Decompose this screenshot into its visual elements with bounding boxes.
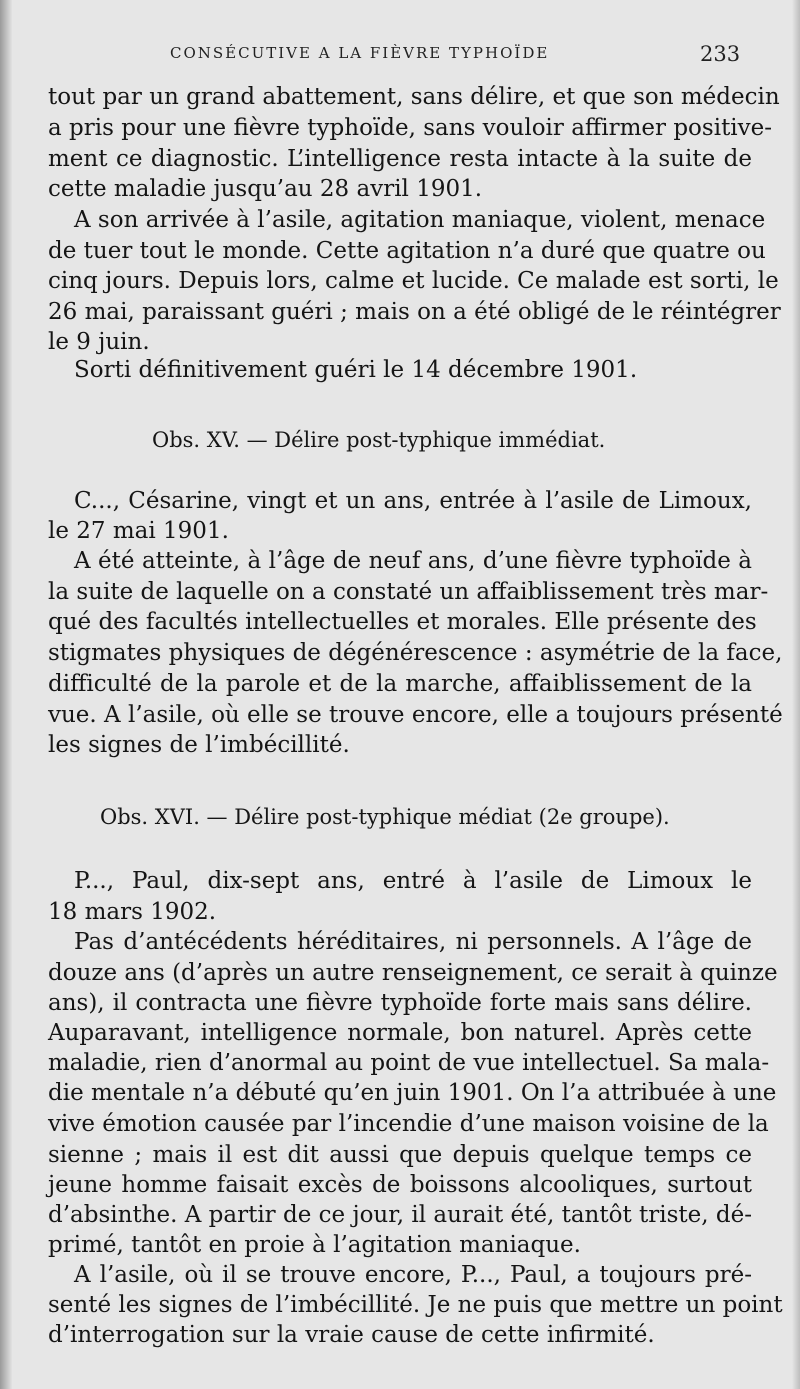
text-line: vue. A l’asile, où elle se trouve encore, elle a toujours présenté (48, 702, 783, 728)
text-line: a pris pour une fièvre typhoïde, sans vouloir affirmer positive- (48, 115, 773, 141)
text-line: Pas d’antécédents héréditaires, ni personnels. A l’âge de (74, 929, 752, 955)
text-line: d’absinthe. A partir de ce jour, il aurait été, tantôt triste, dé- (48, 1202, 752, 1228)
text-line: A été atteinte, à l’âge de neuf ans, d’une fièvre typhoïde à (74, 548, 752, 574)
text-line: qué des facultés intellectuelles et morales. Elle présente des (48, 609, 757, 635)
text-line: primé, tantôt en proie à l’agitation maniaque. (48, 1232, 581, 1258)
text-line: jeune homme faisait excès de boissons alcooliques, surtout (48, 1172, 752, 1198)
page-right-edge-shadow (792, 0, 800, 1389)
text-line: le 27 mai 1901. (48, 518, 229, 544)
text-line: la suite de laquelle on a constaté un affaiblissement très mar- (48, 579, 769, 605)
text-line: ment ce diagnostic. L’intelligence resta intacte à la suite de (48, 146, 752, 172)
running-title: CONSÉCUTIVE A LA FIÈVRE TYPHOÏDE (170, 44, 550, 62)
text-line: d’interrogation sur la vraie cause de cette infirmité. (48, 1322, 655, 1348)
text-line: P..., Paul, dix-sept ans, entré à l’asile de Limoux le (74, 868, 752, 894)
text-line: stigmates physiques de dégénérescence : asymétrie de la face, (48, 640, 783, 666)
text-line: difficulté de la parole et de la marche, affaiblissement de la (48, 671, 752, 697)
text-line: douze ans (d’après un autre renseignement, ce serait à quinze (48, 960, 778, 986)
text-line: senté les signes de l’imbécillité. Je ne puis que mettre un point (48, 1292, 783, 1318)
text-line: C..., Césarine, vingt et un ans, entrée à l’asile de Limoux, (74, 488, 752, 514)
text-line: cinq jours. Depuis lors, calme et lucide. Ce malade est sorti, le (48, 268, 779, 294)
text-line: le 9 juin. (48, 329, 150, 355)
text-line: sienne ; mais il est dit aussi que depuis quelque temps ce (48, 1142, 752, 1168)
text-line: A l’asile, où il se trouve encore, P..., Paul, a toujours pré- (74, 1262, 752, 1288)
observation-heading: Obs. XV. — Délire post-typhique immédiat. (152, 428, 606, 452)
text-line: vive émotion causée par l’incendie d’une maison voisine de la (48, 1111, 769, 1137)
text-line: die mentale n’a débuté qu’en juin 1901. On l’a attribuée à une (48, 1080, 777, 1106)
text-line: Auparavant, intelligence normale, bon naturel. Après cette (48, 1020, 752, 1046)
page-number: 233 (700, 42, 741, 66)
text-line: maladie, rien d’anormal au point de vue intellectuel. Sa mala- (48, 1050, 770, 1076)
page-left-edge-shadow (0, 0, 12, 1389)
observation-heading: Obs. XVI. — Délire post-typhique médiat (2e groupe). (100, 805, 670, 829)
text-line: tout par un grand abattement, sans délire, et que son médecin (48, 84, 780, 110)
text-line: A son arrivée à l’asile, agitation maniaque, violent, menace (74, 207, 766, 233)
text-line: 26 mai, paraissant guéri ; mais on a été obligé de le réintégrer (48, 299, 781, 325)
text-line: cette maladie jusqu’au 28 avril 1901. (48, 176, 483, 202)
text-line: de tuer tout le monde. Cette agitation n’a duré que quatre ou (48, 238, 766, 264)
text-line: les signes de l’imbécillité. (48, 732, 350, 758)
text-line: 18 mars 1902. (48, 899, 217, 925)
text-line: Sorti définitivement guéri le 14 décembre 1901. (74, 357, 638, 383)
text-line: ans), il contracta une fièvre typhoïde forte mais sans délire. (48, 990, 752, 1016)
